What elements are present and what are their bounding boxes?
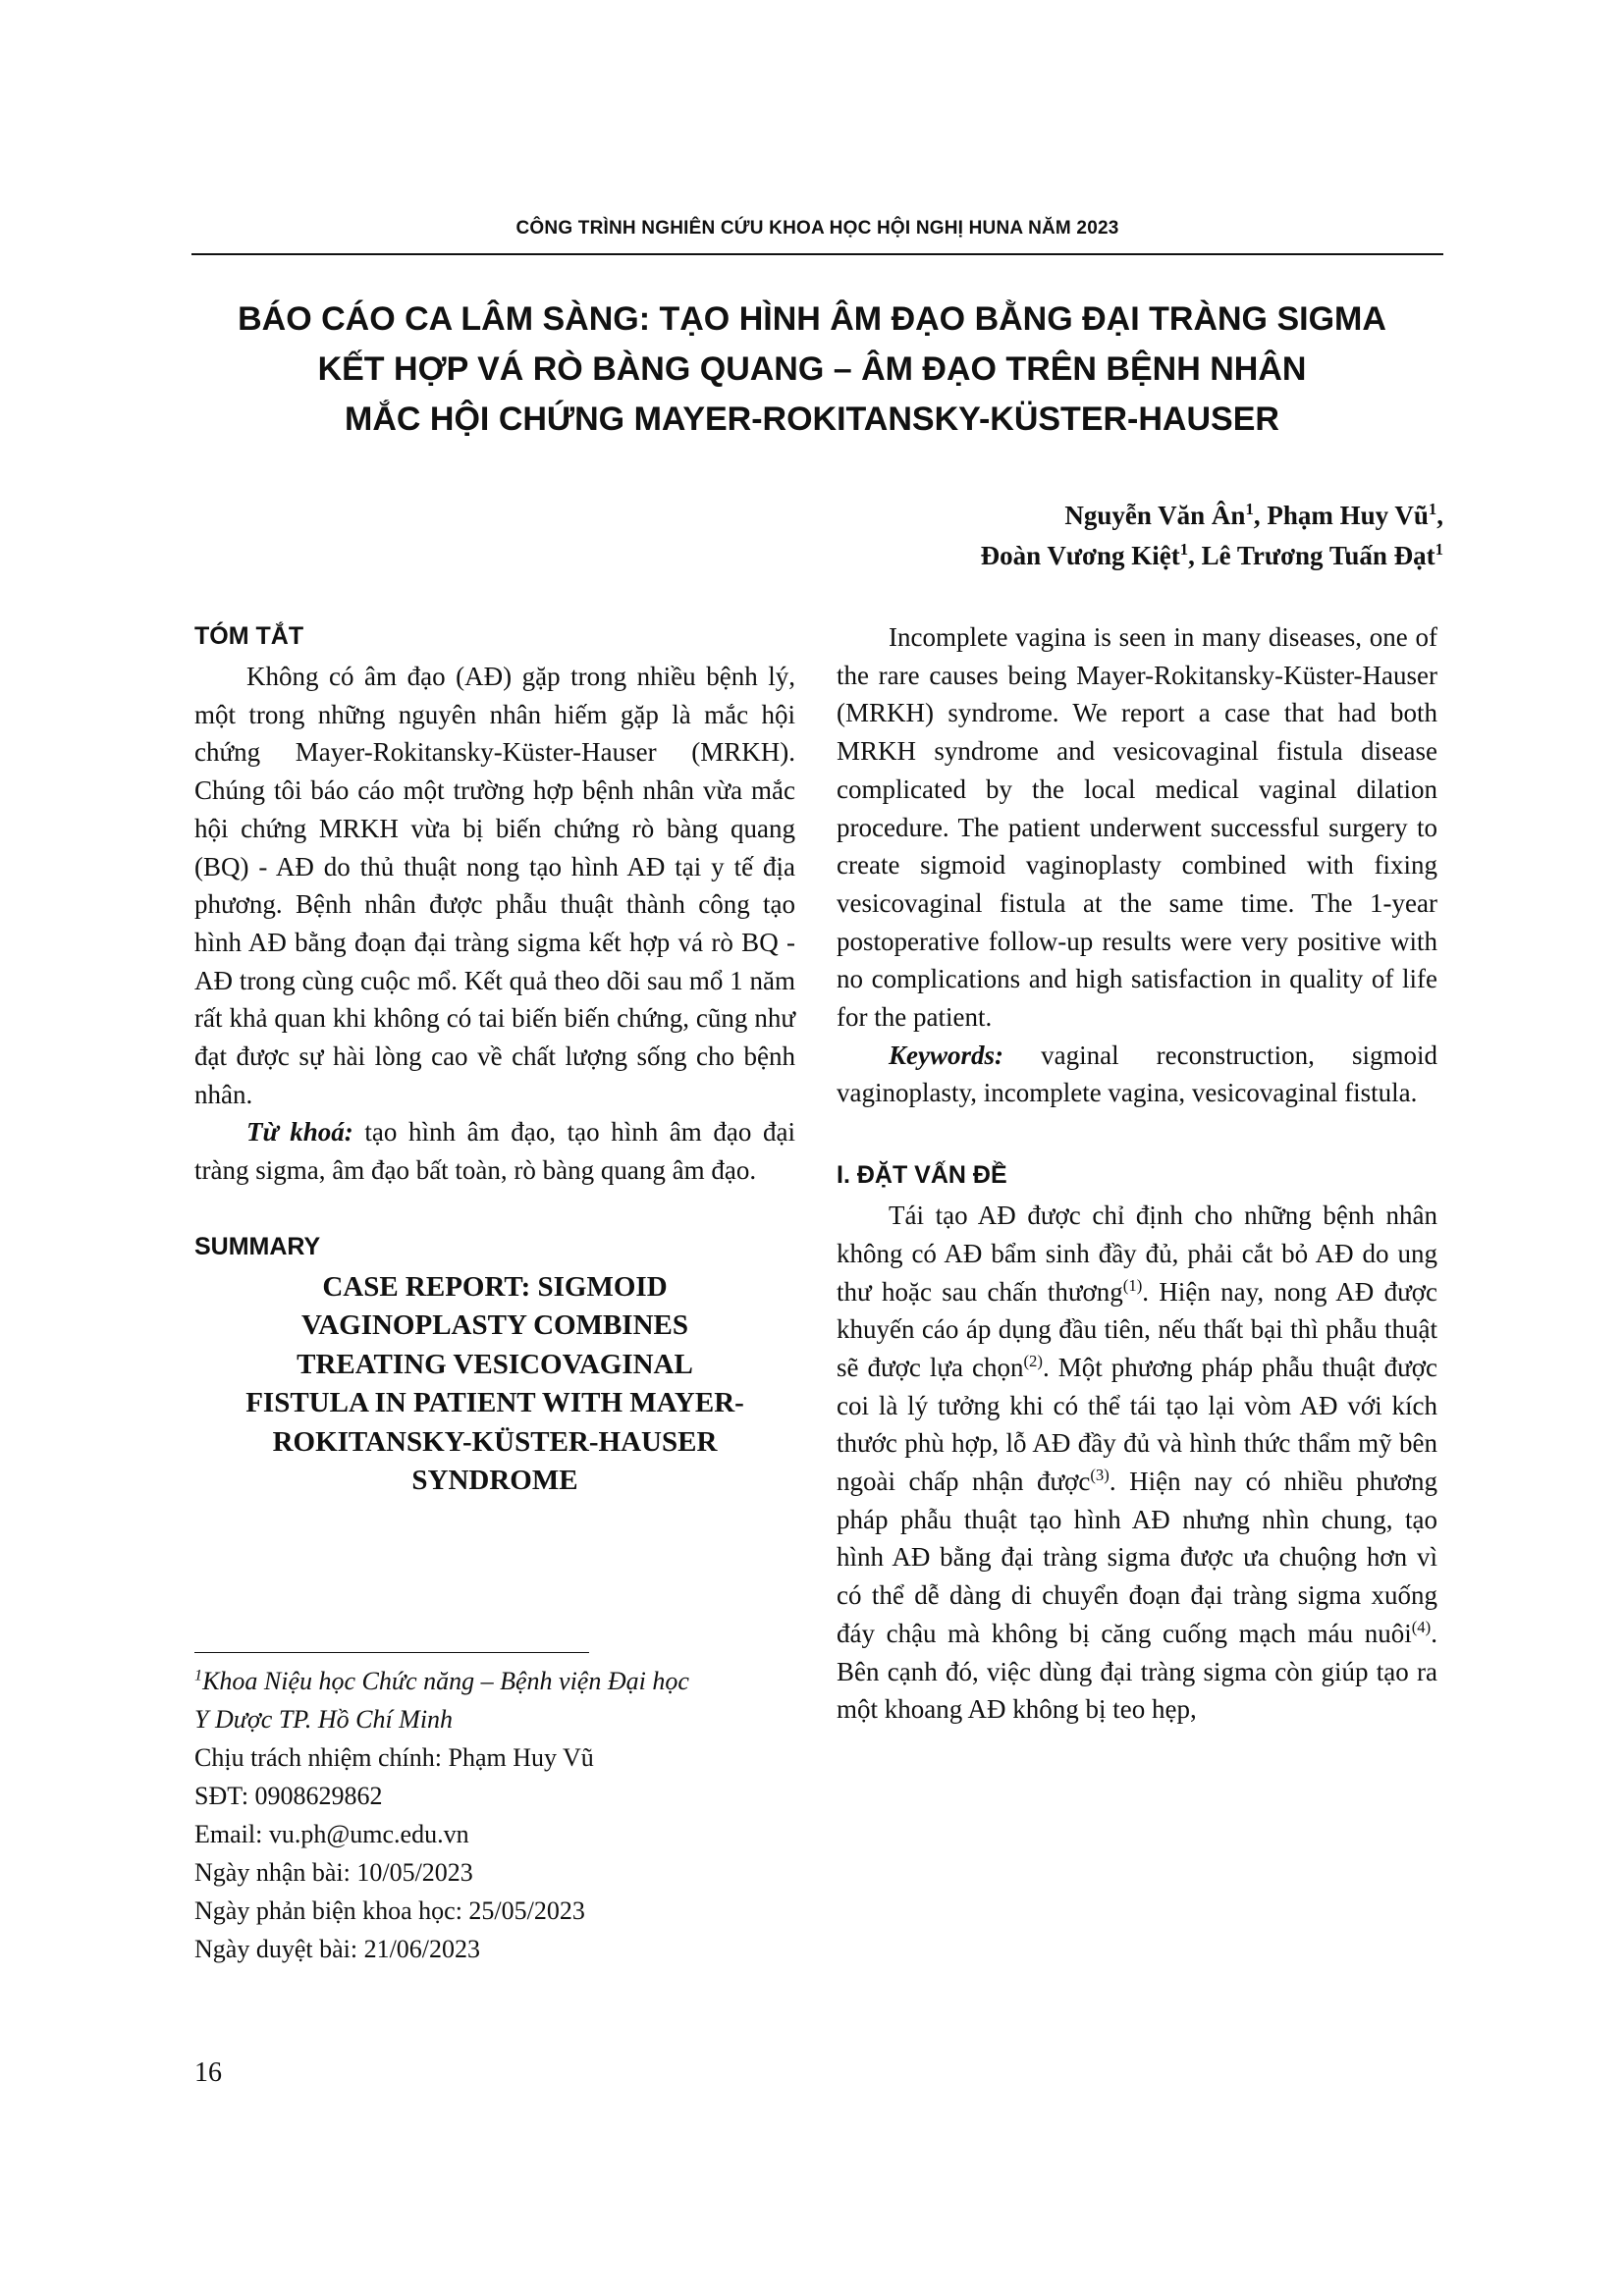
page-number: 16 (194, 2057, 222, 2088)
affiliation-line: Khoa Niệu học Chức năng – Bệnh viện Đại học (202, 1667, 689, 1695)
footnote-email: Email: vu.ph@umc.edu.vn (194, 1820, 469, 1848)
summary-title-line: TREATING VESICOVAGINAL (297, 1348, 693, 1380)
article-title (137, 294, 1487, 445)
summary-title-line: FISTULA IN PATIENT WITH MAYER- (245, 1387, 744, 1419)
footnotes (194, 1662, 823, 1968)
footnote-reviewed: Ngày phản biện khoa học: 25/05/2023 (194, 1896, 585, 1925)
summary-title-line: CASE REPORT: SIGMOID (322, 1270, 668, 1303)
keywords-vi-text: tạo hình âm đạo, tạo hình âm đạo đại tràng sigma, âm đạo bất toàn, rò bàng quang âm đạo. (194, 1117, 795, 1186)
footnote-accepted: Ngày duyệt bài: 21/06/2023 (194, 1935, 481, 1963)
footnote-affiliation: Y Dược TP. Hồ Chí Minh (194, 1705, 454, 1734)
keywords-en (837, 1037, 1437, 1112)
title-line: KẾT HỢP VÁ RÒ BÀNG QUANG – ÂM ĐẠO TRÊN BỆNH NHÂN (317, 350, 1307, 388)
author-name: Đoàn Vương Kiệt (980, 541, 1180, 570)
citation: (1) (1122, 1275, 1143, 1295)
section-paragraph (837, 1197, 1437, 1729)
affiliation-mark: 1 (194, 1667, 203, 1684)
affiliation-mark: 1 (1245, 500, 1254, 518)
author-list (981, 496, 1443, 576)
title-line: MẮC HỘI CHỨNG MAYER-ROKITANSKY-KÜSTER-HAUSER (345, 400, 1279, 438)
footnote-phone: SĐT: 0908629862 (194, 1782, 383, 1810)
title-line: BÁO CÁO CA LÂM SÀNG: TẠO HÌNH ÂM ĐẠO BẰNG ĐẠI TRÀNG SIGMA (238, 300, 1386, 338)
summary-title-line: VAGINOPLASTY COMBINES (301, 1309, 688, 1342)
author-name: Nguyễn Văn Ân (1064, 501, 1246, 530)
footnote-affiliation (194, 1662, 823, 1700)
left-column (194, 618, 795, 1501)
citation: (3) (1090, 1466, 1110, 1485)
author-separator: , (1188, 541, 1202, 570)
body-text: . Hiện nay có nhiều phương pháp phẫu thuật tạo hình AĐ nhưng nhìn chung, tạo hình AĐ bằng đại tràng sigma được ưa chuộng hơn vì có thể dễ dàng di chuyển đoạn đại tràng sigma xuống đáy chậu mà không bị căng cuống mạch máu nuôi (837, 1467, 1437, 1648)
summary-heading: SUMMARY (194, 1232, 321, 1260)
author-line (981, 496, 1443, 536)
footnote-rule (194, 1652, 589, 1653)
body-text: . Bên cạnh đó, việc dùng đại tràng sigma còn giúp tạo ra một khoang AĐ không bị teo hẹp, (837, 1618, 1437, 1725)
summary-title (194, 1268, 795, 1501)
keywords-vi (194, 1113, 795, 1189)
affiliation-mark: 1 (1179, 540, 1189, 559)
citation: (2) (1023, 1351, 1043, 1370)
author-separator: , (1253, 501, 1268, 530)
abstract-vi-text: Không có âm đạo (AĐ) gặp trong nhiều bệnh lý, một trong những nguyên nhân hiếm gặp là mắc hội chứng Mayer-Rokitansky-Küster-Hauser (MRKH). Chúng tôi báo cáo một trường hợp bệnh nhân vừa mắc hội chứng MRKH vừa bị biến chứng rò bàng quang (BQ) - AĐ do thủ thuật nong tạo hình AĐ tại y tế địa phương. Bệnh nhân được phẫu thuật thành công tạo hình AĐ bằng đoạn đại tràng sigma kết hợp vá rò BQ - AĐ trong cùng cuộc mổ. Kết quả theo dõi sau mổ 1 năm rất khả quan khi không có tai biến biến chứng, cũng như đạt được sự hài lòng cao về chất lượng sống cho bệnh nhân. (194, 662, 795, 1109)
abstract-vi-heading: TÓM TẮT (194, 622, 304, 650)
affiliation-mark: 1 (1435, 540, 1443, 559)
body-text: . Hiện nay, nong AĐ được khuyến cáo áp dụng đầu tiên, nếu thất bại thì phẫu thuật sẽ được lựa chọn (837, 1276, 1437, 1382)
keywords-en-label: Keywords: (889, 1040, 1003, 1070)
body-text: Tái tạo AĐ được chỉ định cho những bệnh nhân không có AĐ bẩm sinh đầy đủ, phải cắt bỏ AĐ do ung thư hoặc sau chấn thương (837, 1201, 1437, 1307)
body-text: . Một phương pháp phẫu thuật được coi là lý tưởng khi có thể tái tạo lại vòm AĐ với kích thước phù hợp, lỗ AĐ đầy đủ và hình thức thẩm mỹ bên ngoài chấp nhận được (837, 1352, 1437, 1497)
author-line (981, 536, 1443, 576)
summary-title-line: SYNDROME (411, 1465, 578, 1497)
right-column (837, 618, 1437, 1729)
author-separator: , (1436, 501, 1443, 530)
affiliation-mark: 1 (1428, 500, 1437, 518)
keywords-en-text: vaginal reconstruction, sigmoid vaginoplasty, incomplete vagina, vesicovaginal fistula. (837, 1040, 1437, 1108)
running-header: CÔNG TRÌNH NGHIÊN CỨU KHOA HỌC HỘI NGHỊ HUNA NĂM 2023 (515, 218, 1119, 239)
footnote-responsible: Chịu trách nhiệm chính: Phạm Huy Vũ (194, 1743, 594, 1772)
citation: (4) (1411, 1617, 1432, 1636)
abstract-en-text: Incomplete vagina is seen in many diseases, one of the rare causes being Mayer-Rokitansky-Küster-Hauser (MRKH) syndrome. We report a case that had both MRKH syndrome and vesicovaginal fistula disease complicated by the local medical vaginal dilation procedure. The patient underwent successful surgery to create sigmoid vaginoplasty combined with fixing vesicovaginal fistula at the same time. The 1-year postoperative follow-up results were very positive with no complications and high satisfaction in quality of life for the patient. (837, 622, 1437, 1033)
author-name: Phạm Huy Vũ (1267, 501, 1429, 530)
section-heading: I. ĐẶT VẤN ĐỀ (837, 1161, 1007, 1190)
footnote-received: Ngày nhận bài: 10/05/2023 (194, 1858, 473, 1887)
keywords-vi-label: Từ khoá: (246, 1117, 353, 1148)
author-name: Lê Trương Tuấn Đạt (1201, 541, 1435, 570)
summary-title-line: ROKITANSKY-KÜSTER-HAUSER (272, 1425, 718, 1458)
header-rule (191, 253, 1443, 255)
